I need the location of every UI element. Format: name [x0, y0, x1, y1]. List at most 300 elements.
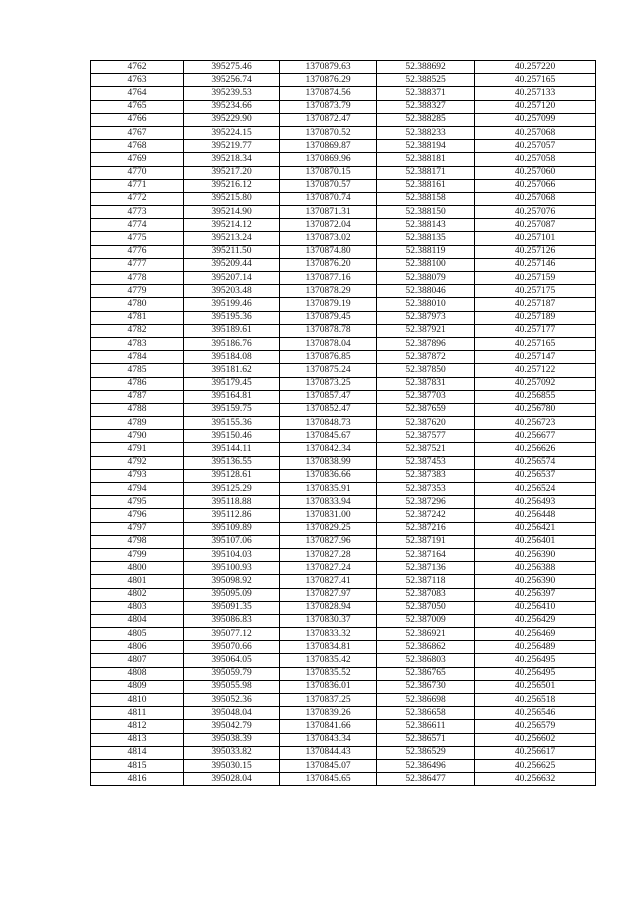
point-number-cell: 4771 [91, 179, 184, 192]
table-row [91, 153, 596, 166]
longitude-cell: 52.388285 [377, 113, 475, 126]
x-coordinate-cell: 395064.05 [184, 654, 280, 667]
y-coordinate-cell: 1370843.34 [280, 733, 377, 746]
table-row [91, 166, 596, 179]
longitude-cell: 52.387896 [377, 337, 475, 350]
x-coordinate-cell: 395098.92 [184, 575, 280, 588]
x-coordinate-cell: 395144.11 [184, 443, 280, 456]
x-coordinate-cell: 395218.34 [184, 153, 280, 166]
table-row [91, 285, 596, 298]
point-number-cell: 4801 [91, 575, 184, 588]
longitude-cell: 52.387136 [377, 562, 475, 575]
table-row [91, 298, 596, 311]
point-number-cell: 4773 [91, 206, 184, 219]
point-number-cell: 4797 [91, 522, 184, 535]
longitude-cell: 52.386862 [377, 641, 475, 654]
latitude-cell: 40.256495 [475, 667, 596, 680]
point-number-cell: 4765 [91, 100, 184, 113]
point-number-cell: 4791 [91, 443, 184, 456]
y-coordinate-cell: 1370871.31 [280, 206, 377, 219]
longitude-cell: 52.386477 [377, 773, 475, 786]
x-coordinate-cell: 395219.77 [184, 140, 280, 153]
point-number-cell: 4793 [91, 469, 184, 482]
point-number-cell: 4805 [91, 628, 184, 641]
longitude-cell: 52.386496 [377, 759, 475, 772]
longitude-cell: 52.388233 [377, 126, 475, 139]
latitude-cell: 40.257076 [475, 206, 596, 219]
longitude-cell: 52.388327 [377, 100, 475, 113]
longitude-cell: 52.388079 [377, 272, 475, 285]
longitude-cell: 52.387872 [377, 351, 475, 364]
table-row [91, 680, 596, 693]
y-coordinate-cell: 1370827.24 [280, 562, 377, 575]
latitude-cell: 40.256495 [475, 654, 596, 667]
table-row [91, 614, 596, 627]
x-coordinate-cell: 395164.81 [184, 390, 280, 403]
latitude-cell: 40.257133 [475, 87, 596, 100]
point-number-cell: 4780 [91, 298, 184, 311]
latitude-cell: 40.257120 [475, 100, 596, 113]
table-row [91, 364, 596, 377]
latitude-cell: 40.257126 [475, 245, 596, 258]
y-coordinate-cell: 1370838.99 [280, 456, 377, 469]
point-number-cell: 4786 [91, 377, 184, 390]
latitude-cell: 40.256723 [475, 417, 596, 430]
latitude-cell: 40.257165 [475, 337, 596, 350]
table-row [91, 694, 596, 707]
point-number-cell: 4764 [91, 87, 184, 100]
table-row [91, 746, 596, 759]
x-coordinate-cell: 395215.80 [184, 192, 280, 205]
point-number-cell: 4808 [91, 667, 184, 680]
y-coordinate-cell: 1370870.57 [280, 179, 377, 192]
y-coordinate-cell: 1370876.29 [280, 74, 377, 87]
longitude-cell: 52.387050 [377, 601, 475, 614]
x-coordinate-cell: 395118.88 [184, 496, 280, 509]
x-coordinate-cell: 395214.12 [184, 219, 280, 232]
point-number-cell: 4794 [91, 483, 184, 496]
table-row [91, 443, 596, 456]
longitude-cell: 52.387703 [377, 390, 475, 403]
table-row [91, 61, 596, 74]
latitude-cell: 40.256518 [475, 694, 596, 707]
y-coordinate-cell: 1370828.94 [280, 601, 377, 614]
latitude-cell: 40.257187 [475, 298, 596, 311]
y-coordinate-cell: 1370870.52 [280, 126, 377, 139]
point-number-cell: 4781 [91, 311, 184, 324]
latitude-cell: 40.256546 [475, 707, 596, 720]
latitude-cell: 40.257147 [475, 351, 596, 364]
point-number-cell: 4772 [91, 192, 184, 205]
y-coordinate-cell: 1370837.25 [280, 694, 377, 707]
y-coordinate-cell: 1370876.20 [280, 258, 377, 271]
point-number-cell: 4803 [91, 601, 184, 614]
y-coordinate-cell: 1370873.79 [280, 100, 377, 113]
latitude-cell: 40.256602 [475, 733, 596, 746]
y-coordinate-cell: 1370839.26 [280, 707, 377, 720]
latitude-cell: 40.256501 [475, 680, 596, 693]
latitude-cell: 40.257087 [475, 219, 596, 232]
y-coordinate-cell: 1370844.43 [280, 746, 377, 759]
latitude-cell: 40.256401 [475, 535, 596, 548]
y-coordinate-cell: 1370876.85 [280, 351, 377, 364]
point-number-cell: 4814 [91, 746, 184, 759]
x-coordinate-cell: 395059.79 [184, 667, 280, 680]
table-row [91, 74, 596, 87]
y-coordinate-cell: 1370857.47 [280, 390, 377, 403]
table-row [91, 417, 596, 430]
table-row [91, 483, 596, 496]
point-number-cell: 4787 [91, 390, 184, 403]
longitude-cell: 52.388371 [377, 87, 475, 100]
y-coordinate-cell: 1370875.24 [280, 364, 377, 377]
table-row [91, 667, 596, 680]
x-coordinate-cell: 395181.62 [184, 364, 280, 377]
x-coordinate-cell: 395086.83 [184, 614, 280, 627]
y-coordinate-cell: 1370845.07 [280, 759, 377, 772]
point-number-cell: 4769 [91, 153, 184, 166]
point-number-cell: 4775 [91, 232, 184, 245]
latitude-cell: 40.257101 [475, 232, 596, 245]
x-coordinate-cell: 395033.82 [184, 746, 280, 759]
point-number-cell: 4776 [91, 245, 184, 258]
table-row [91, 773, 596, 786]
table-row [91, 403, 596, 416]
x-coordinate-cell: 395203.48 [184, 285, 280, 298]
x-coordinate-cell: 395207.14 [184, 272, 280, 285]
point-number-cell: 4783 [91, 337, 184, 350]
longitude-cell: 52.387296 [377, 496, 475, 509]
longitude-cell: 52.387383 [377, 469, 475, 482]
y-coordinate-cell: 1370879.19 [280, 298, 377, 311]
x-coordinate-cell: 395100.93 [184, 562, 280, 575]
longitude-cell: 52.387521 [377, 443, 475, 456]
table-row [91, 588, 596, 601]
latitude-cell: 40.256677 [475, 430, 596, 443]
table-row [91, 126, 596, 139]
longitude-cell: 52.387083 [377, 588, 475, 601]
table-row [91, 430, 596, 443]
table-row [91, 390, 596, 403]
x-coordinate-cell: 395234.66 [184, 100, 280, 113]
longitude-cell: 52.388161 [377, 179, 475, 192]
x-coordinate-cell: 395095.09 [184, 588, 280, 601]
longitude-cell: 52.388100 [377, 258, 475, 271]
y-coordinate-cell: 1370835.52 [280, 667, 377, 680]
table-row [91, 707, 596, 720]
table-row [91, 720, 596, 733]
longitude-cell: 52.386611 [377, 720, 475, 733]
table-row [91, 258, 596, 271]
x-coordinate-cell: 395195.36 [184, 311, 280, 324]
point-number-cell: 4798 [91, 535, 184, 548]
point-number-cell: 4807 [91, 654, 184, 667]
latitude-cell: 40.256493 [475, 496, 596, 509]
latitude-cell: 40.256410 [475, 601, 596, 614]
y-coordinate-cell: 1370869.87 [280, 140, 377, 153]
coordinates-table-body [91, 61, 596, 786]
x-coordinate-cell: 395091.35 [184, 601, 280, 614]
y-coordinate-cell: 1370870.74 [280, 192, 377, 205]
longitude-cell: 52.388194 [377, 140, 475, 153]
y-coordinate-cell: 1370879.63 [280, 61, 377, 74]
point-number-cell: 4766 [91, 113, 184, 126]
table-row [91, 575, 596, 588]
y-coordinate-cell: 1370879.45 [280, 311, 377, 324]
table-row [91, 522, 596, 535]
y-coordinate-cell: 1370873.02 [280, 232, 377, 245]
table-row [91, 759, 596, 772]
latitude-cell: 40.256390 [475, 575, 596, 588]
point-number-cell: 4767 [91, 126, 184, 139]
table-row [91, 733, 596, 746]
y-coordinate-cell: 1370841.66 [280, 720, 377, 733]
latitude-cell: 40.256469 [475, 628, 596, 641]
y-coordinate-cell: 1370878.29 [280, 285, 377, 298]
x-coordinate-cell: 395229.90 [184, 113, 280, 126]
x-coordinate-cell: 395150.46 [184, 430, 280, 443]
table-row [91, 324, 596, 337]
longitude-cell: 52.387620 [377, 417, 475, 430]
point-number-cell: 4812 [91, 720, 184, 733]
y-coordinate-cell: 1370831.00 [280, 509, 377, 522]
y-coordinate-cell: 1370827.41 [280, 575, 377, 588]
table-row [91, 140, 596, 153]
point-number-cell: 4788 [91, 403, 184, 416]
y-coordinate-cell: 1370834.81 [280, 641, 377, 654]
longitude-cell: 52.386921 [377, 628, 475, 641]
table-row [91, 351, 596, 364]
longitude-cell: 52.387191 [377, 535, 475, 548]
table-row [91, 601, 596, 614]
y-coordinate-cell: 1370829.25 [280, 522, 377, 535]
x-coordinate-cell: 395128.61 [184, 469, 280, 482]
longitude-cell: 52.387831 [377, 377, 475, 390]
point-number-cell: 4811 [91, 707, 184, 720]
latitude-cell: 40.256429 [475, 614, 596, 627]
y-coordinate-cell: 1370869.96 [280, 153, 377, 166]
x-coordinate-cell: 395216.12 [184, 179, 280, 192]
x-coordinate-cell: 395107.06 [184, 535, 280, 548]
latitude-cell: 40.256390 [475, 548, 596, 561]
latitude-cell: 40.256626 [475, 443, 596, 456]
latitude-cell: 40.256489 [475, 641, 596, 654]
y-coordinate-cell: 1370877.16 [280, 272, 377, 285]
table-row [91, 272, 596, 285]
latitude-cell: 40.257068 [475, 192, 596, 205]
x-coordinate-cell: 395112.86 [184, 509, 280, 522]
longitude-cell: 52.387242 [377, 509, 475, 522]
latitude-cell: 40.256617 [475, 746, 596, 759]
table-row [91, 456, 596, 469]
longitude-cell: 52.386529 [377, 746, 475, 759]
x-coordinate-cell: 395214.90 [184, 206, 280, 219]
longitude-cell: 52.387118 [377, 575, 475, 588]
point-number-cell: 4778 [91, 272, 184, 285]
latitude-cell: 40.256780 [475, 403, 596, 416]
table-row [91, 192, 596, 205]
x-coordinate-cell: 395224.15 [184, 126, 280, 139]
y-coordinate-cell: 1370874.80 [280, 245, 377, 258]
longitude-cell: 52.388692 [377, 61, 475, 74]
y-coordinate-cell: 1370878.78 [280, 324, 377, 337]
latitude-cell: 40.257165 [475, 74, 596, 87]
point-number-cell: 4789 [91, 417, 184, 430]
table-row [91, 113, 596, 126]
point-number-cell: 4799 [91, 548, 184, 561]
latitude-cell: 40.257066 [475, 179, 596, 192]
table-row [91, 311, 596, 324]
longitude-cell: 52.387164 [377, 548, 475, 561]
y-coordinate-cell: 1370835.42 [280, 654, 377, 667]
x-coordinate-cell: 395209.44 [184, 258, 280, 271]
coordinates-table [90, 60, 596, 786]
table-row [91, 562, 596, 575]
table-row [91, 219, 596, 232]
point-number-cell: 4779 [91, 285, 184, 298]
table-row [91, 100, 596, 113]
x-coordinate-cell: 395052.36 [184, 694, 280, 707]
point-number-cell: 4792 [91, 456, 184, 469]
point-number-cell: 4806 [91, 641, 184, 654]
y-coordinate-cell: 1370835.91 [280, 483, 377, 496]
y-coordinate-cell: 1370845.67 [280, 430, 377, 443]
latitude-cell: 40.257175 [475, 285, 596, 298]
point-number-cell: 4815 [91, 759, 184, 772]
longitude-cell: 52.387353 [377, 483, 475, 496]
y-coordinate-cell: 1370870.15 [280, 166, 377, 179]
point-number-cell: 4796 [91, 509, 184, 522]
y-coordinate-cell: 1370872.04 [280, 219, 377, 232]
latitude-cell: 40.256625 [475, 759, 596, 772]
y-coordinate-cell: 1370830.37 [280, 614, 377, 627]
x-coordinate-cell: 395077.12 [184, 628, 280, 641]
point-number-cell: 4770 [91, 166, 184, 179]
x-coordinate-cell: 395048.04 [184, 707, 280, 720]
point-number-cell: 4809 [91, 680, 184, 693]
x-coordinate-cell: 395186.76 [184, 337, 280, 350]
y-coordinate-cell: 1370827.96 [280, 535, 377, 548]
latitude-cell: 40.257057 [475, 140, 596, 153]
point-number-cell: 4795 [91, 496, 184, 509]
point-number-cell: 4774 [91, 219, 184, 232]
latitude-cell: 40.256537 [475, 469, 596, 482]
table-row [91, 509, 596, 522]
x-coordinate-cell: 395189.61 [184, 324, 280, 337]
y-coordinate-cell: 1370827.28 [280, 548, 377, 561]
table-row [91, 654, 596, 667]
longitude-cell: 52.388119 [377, 245, 475, 258]
y-coordinate-cell: 1370833.32 [280, 628, 377, 641]
x-coordinate-cell: 395136.55 [184, 456, 280, 469]
latitude-cell: 40.257159 [475, 272, 596, 285]
table-row [91, 628, 596, 641]
table-row [91, 206, 596, 219]
table-row [91, 337, 596, 350]
latitude-cell: 40.257146 [475, 258, 596, 271]
table-row [91, 535, 596, 548]
x-coordinate-cell: 395275.46 [184, 61, 280, 74]
longitude-cell: 52.388171 [377, 166, 475, 179]
latitude-cell: 40.256448 [475, 509, 596, 522]
point-number-cell: 4777 [91, 258, 184, 271]
latitude-cell: 40.257058 [475, 153, 596, 166]
latitude-cell: 40.256632 [475, 773, 596, 786]
latitude-cell: 40.256855 [475, 390, 596, 403]
x-coordinate-cell: 395179.45 [184, 377, 280, 390]
point-number-cell: 4768 [91, 140, 184, 153]
point-number-cell: 4763 [91, 74, 184, 87]
longitude-cell: 52.386730 [377, 680, 475, 693]
longitude-cell: 52.387009 [377, 614, 475, 627]
point-number-cell: 4790 [91, 430, 184, 443]
longitude-cell: 52.386571 [377, 733, 475, 746]
x-coordinate-cell: 395030.15 [184, 759, 280, 772]
longitude-cell: 52.386803 [377, 654, 475, 667]
point-number-cell: 4813 [91, 733, 184, 746]
latitude-cell: 40.257189 [475, 311, 596, 324]
longitude-cell: 52.387577 [377, 430, 475, 443]
longitude-cell: 52.388143 [377, 219, 475, 232]
table-row [91, 548, 596, 561]
x-coordinate-cell: 395213.24 [184, 232, 280, 245]
y-coordinate-cell: 1370873.25 [280, 377, 377, 390]
y-coordinate-cell: 1370845.65 [280, 773, 377, 786]
point-number-cell: 4782 [91, 324, 184, 337]
x-coordinate-cell: 395211.50 [184, 245, 280, 258]
table-row [91, 87, 596, 100]
y-coordinate-cell: 1370848.73 [280, 417, 377, 430]
longitude-cell: 52.387850 [377, 364, 475, 377]
latitude-cell: 40.256574 [475, 456, 596, 469]
longitude-cell: 52.388158 [377, 192, 475, 205]
y-coordinate-cell: 1370836.01 [280, 680, 377, 693]
latitude-cell: 40.256579 [475, 720, 596, 733]
longitude-cell: 52.387659 [377, 403, 475, 416]
longitude-cell: 52.388135 [377, 232, 475, 245]
longitude-cell: 52.386698 [377, 694, 475, 707]
point-number-cell: 4802 [91, 588, 184, 601]
latitude-cell: 40.257068 [475, 126, 596, 139]
y-coordinate-cell: 1370833.94 [280, 496, 377, 509]
latitude-cell: 40.257060 [475, 166, 596, 179]
x-coordinate-cell: 395217.20 [184, 166, 280, 179]
x-coordinate-cell: 395155.36 [184, 417, 280, 430]
x-coordinate-cell: 395028.04 [184, 773, 280, 786]
table-row [91, 469, 596, 482]
point-number-cell: 4800 [91, 562, 184, 575]
point-number-cell: 4784 [91, 351, 184, 364]
x-coordinate-cell: 395239.53 [184, 87, 280, 100]
table-row [91, 496, 596, 509]
point-number-cell: 4762 [91, 61, 184, 74]
longitude-cell: 52.388150 [377, 206, 475, 219]
x-coordinate-cell: 395070.66 [184, 641, 280, 654]
longitude-cell: 52.388525 [377, 74, 475, 87]
x-coordinate-cell: 395042.79 [184, 720, 280, 733]
table-row [91, 179, 596, 192]
point-number-cell: 4810 [91, 694, 184, 707]
longitude-cell: 52.387973 [377, 311, 475, 324]
longitude-cell: 52.386658 [377, 707, 475, 720]
latitude-cell: 40.256421 [475, 522, 596, 535]
x-coordinate-cell: 395199.46 [184, 298, 280, 311]
table-row [91, 232, 596, 245]
longitude-cell: 52.387216 [377, 522, 475, 535]
y-coordinate-cell: 1370872.47 [280, 113, 377, 126]
x-coordinate-cell: 395104.03 [184, 548, 280, 561]
longitude-cell: 52.386765 [377, 667, 475, 680]
